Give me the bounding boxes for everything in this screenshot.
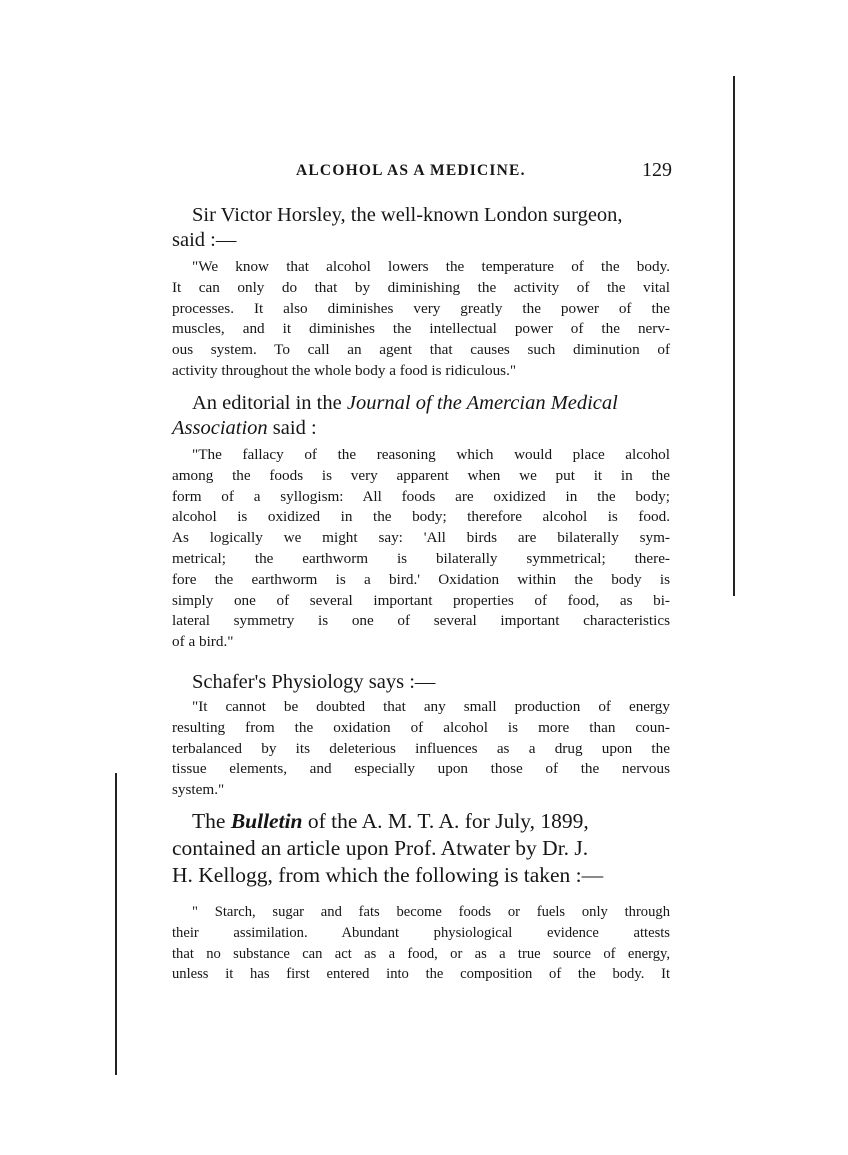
bulletin-intro-rest: of the A. M. T. A. for July, 1899,	[302, 809, 589, 833]
quote-line: lateral symmetry is one of several important characteristics	[172, 612, 670, 630]
schafer-intro-line: Schafer's Physiology says :—	[192, 671, 436, 693]
quote-line: simply one of several important properties of food, as bi-	[172, 591, 670, 609]
quote-line: system."	[172, 781, 225, 799]
quote-line: " Starch, sugar and fats become foods or fuels only through	[192, 904, 670, 920]
quote-line: alcohol is oxidized in the body; therefore alcohol is food.	[172, 508, 670, 526]
quote-line: fore the earthworm is a bird.' Oxidation within the body is	[172, 570, 670, 588]
horsley-intro-line-2: said :—	[172, 229, 237, 251]
horsley-intro	[172, 203, 672, 253]
quote-line: resulting from the oxidation of alcohol is more than coun-	[172, 718, 670, 736]
journal-title-part-1: Journal of the Amercian Medical	[346, 392, 618, 414]
quote-line: metrical; the earthworm is bilaterally symmetrical; there-	[172, 549, 670, 567]
quote-line: ous system. To call an agent that causes such diminution of	[172, 341, 670, 359]
schafer-quote	[172, 697, 670, 801]
quote-line: form of a syllogism: All foods are oxidized in the body;	[172, 487, 670, 505]
quote-line: of a bird."	[172, 633, 234, 651]
quote-line: "The fallacy of the reasoning which would place alcohol	[192, 446, 670, 463]
quote-line: tissue elements, and especially upon those of the nervous	[172, 760, 670, 778]
quote-line: It can only do that by diminishing the activity of the vital	[172, 278, 670, 296]
quote-line: "We know that alcohol lowers the temperature of the body.	[192, 258, 670, 275]
margin-rule-right	[733, 76, 735, 596]
bulletin-intro-the: The	[192, 809, 231, 833]
journal-intro-prefix: An editorial in the	[192, 392, 347, 414]
quote-line: muscles, and it diminishes the intellectual power of the nerv-	[172, 320, 670, 338]
bulletin-intro-line-2: contained an article upon Prof. Atwater by Dr. J.	[172, 836, 589, 860]
horsley-intro-line-1: Sir Victor Horsley, the well-known London surgeon,	[192, 204, 623, 226]
margin-rule-left	[115, 773, 117, 1075]
journal-title-part-2: Association	[172, 417, 268, 439]
running-title: ALCOHOL AS A MEDICINE.	[296, 162, 526, 179]
horsley-quote	[172, 257, 670, 382]
quote-line: their assimilation. Abundant physiological evidence attests	[172, 924, 670, 941]
quote-line: As logically we might say: 'All birds are bilaterally sym-	[172, 529, 670, 547]
journal-intro-line-2	[172, 416, 672, 441]
quote-line: terbalanced by its deleterious influences as a drug upon the	[172, 739, 670, 757]
journal-intro	[172, 391, 672, 441]
journal-intro-suffix: said :	[267, 417, 317, 439]
bulletin-quote	[172, 902, 670, 985]
running-header	[296, 160, 672, 186]
bulletin-intro	[172, 808, 672, 889]
journal-intro-line-1	[172, 391, 672, 416]
quote-line: "It cannot be doubted that any small production of energy	[192, 698, 670, 715]
quote-line: unless it has first entered into the composition of the body. It	[172, 966, 670, 983]
bulletin-title: Bulletin	[230, 809, 303, 833]
quote-line: processes. It also diminishes very greatly the power of the	[172, 299, 670, 317]
journal-quote	[172, 445, 670, 653]
page-number: 129	[642, 159, 672, 181]
bulletin-intro-line-3: H. Kellogg, from which the following is taken :—	[172, 863, 604, 887]
schafer-intro	[172, 670, 672, 695]
quote-line: activity throughout the whole body a food is ridiculous."	[172, 361, 517, 379]
quote-line: that no substance can act as a food, or as a true source of energy,	[172, 945, 670, 962]
bulletin-intro-line-1	[172, 808, 672, 835]
quote-line: among the foods is very apparent when we put it in the	[172, 466, 670, 484]
